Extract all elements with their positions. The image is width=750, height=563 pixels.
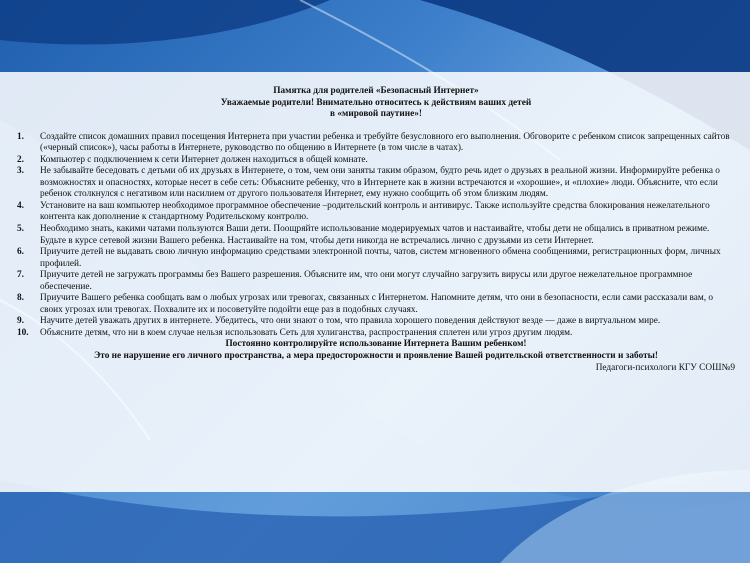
- memo-title: Памятка для родителей «Безопасный Интернет»: [273, 86, 479, 96]
- rule-item-1: [17, 132, 735, 155]
- rule-number: 7.: [17, 270, 24, 281]
- rule-text: Создайте список домашних правил посещения Интернета при участии ребенка и требуйте безусловного его выполнения. Обговорите с ребенком список запрещенных сайтов («черный список»), часы работы в Интернете, руководство по общению в Интернете (в том числе в чатах).: [40, 131, 730, 154]
- rule-text: Необходимо знать, какими чатами пользуются Ваши дети. Поощряйте использование модерируемых чатов и настаивайте, чтобы дети не общались в приватном режиме. Будьте в курсе сетевой жизни Вашего ребенка. Настаивайте на том, чтобы дети никогда не встречались лично с друзьями из сети Интернет.: [40, 224, 710, 246]
- rule-item-2: [17, 155, 735, 167]
- rule-item-9: [17, 316, 735, 328]
- rule-number: 3.: [17, 166, 24, 177]
- rule-item-7: [17, 270, 735, 293]
- closing-line2: Это не нарушение его личного пространства, а мера предосторожности и проявление Вашей родительской ответственности и заботы!: [93, 351, 659, 362]
- rule-item-6: [17, 247, 735, 270]
- closing-line1: Постоянно контролируйте использование Интернета Вашим ребенком!: [225, 339, 527, 350]
- rule-item-5: [17, 224, 735, 247]
- signature: Педагоги-психологи КГУ СОШ№9: [595, 362, 735, 373]
- rule-number: 9.: [17, 316, 24, 327]
- rule-text: Не забывайте беседовать с детьми об их друзьях в Интернете, о том, чем они заняты таким образом, будто речь идет о друзьях в реальной жизни. Информируйте ребенка о возможностях и опасностях, которые несет в себе сеть: Объясните ребенку, что в Интернете как в жизни встречаются и «хорошие», и «плохие» люди. Объясните, что если ребенок столкнулся с негативом или насилием от другого пользователя Интернет, ему нужно сообщить об этом близким людям.: [40, 166, 720, 200]
- rule-number: 8.: [17, 293, 24, 304]
- memo-subtitle-line1: Уважаемые родители! Внимательно относитесь к действиям ваших детей: [220, 97, 532, 108]
- rule-text: Приучите детей не загружать программы без Вашего разрешения. Объясните им, что они могут случайно загрузить вирусы или другое нежелательное программное обеспечение.: [40, 270, 693, 292]
- memo-document: [17, 86, 735, 374]
- rule-item-10: [17, 328, 735, 340]
- rule-text: Компьютер с подключением к сети Интернет должен находиться в общей комнате.: [40, 154, 368, 165]
- rule-number: 5.: [17, 224, 24, 235]
- rule-number: 6.: [17, 247, 24, 258]
- rule-text: Объясните детям, что ни в коем случае нельзя использовать Сеть для хулиганства, распространения сплетен или угроз другим людям.: [40, 327, 573, 338]
- rule-item-4: [17, 201, 735, 224]
- rule-number: 4.: [17, 200, 24, 211]
- rule-item-3: [17, 166, 735, 201]
- rule-text: Приучите детей не выдавать свою личную информацию средствами электронной почты, чатов, систем мгновенного обмена сообщениями, регистрационных форм, личных профилей.: [40, 247, 721, 269]
- rule-text: Приучите Вашего ребенка сообщать вам о любых угрозах или тревогах, связанных с Интернетом. Напомните детям, что они в безопасности, если сами рассказали вам, о своих угрозах или тревогах. Похвалите их и посоветуйте подойти еще раз в подобных случаях.: [40, 293, 714, 315]
- rule-text: Научите детей уважать других в интернете. Убедитесь, что они знают о том, что правила хорошего поведения действуют везде — даже в виртуальном мире.: [40, 316, 661, 327]
- rule-number: 10.: [17, 327, 29, 338]
- rule-number: 2.: [17, 154, 24, 165]
- memo-subtitle-line2: в «мировой паутине»!: [330, 109, 422, 120]
- rule-text: Установите на ваш компьютер необходимое программное обеспечение –родительский контроль и антивирус. Также используйте средства блокирования нежелательного контента как дополнение к стандартному Родительскому контролю.: [40, 200, 710, 223]
- rule-number: 1.: [17, 131, 24, 142]
- rule-item-8: [17, 293, 735, 316]
